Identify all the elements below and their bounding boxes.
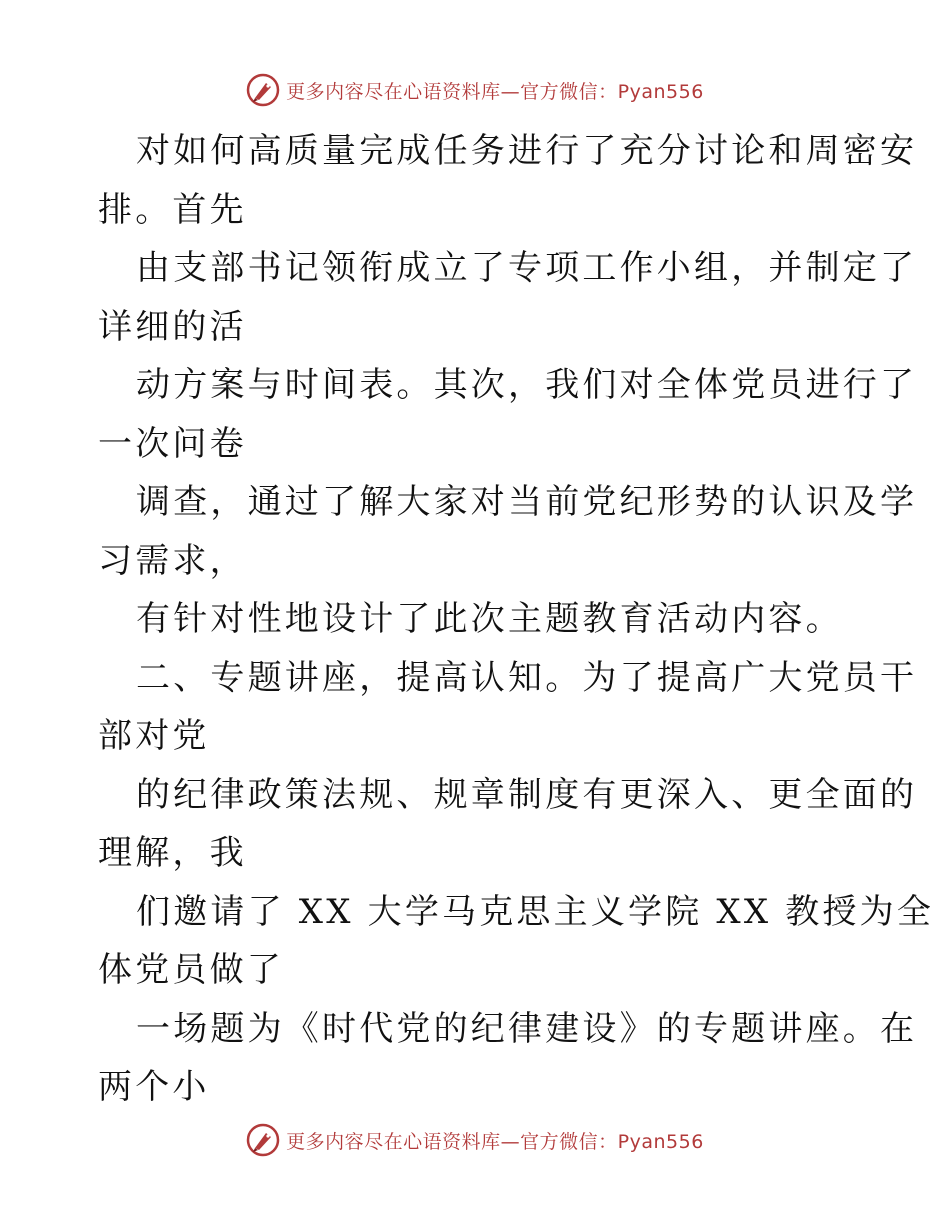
text-line: 习需求， [98, 540, 247, 581]
text-line: 对如何高质量完成任务进行了充分讨论和周密安 [136, 131, 918, 171]
footer-banner-text: 更多内容尽在心语资料库—官方微信：Pyan556 [286, 1130, 704, 1153]
header-banner-text: 更多内容尽在心语资料库—官方微信：Pyan556 [286, 80, 704, 103]
text-line: 调查，通过了解大家对当前党纪形势的认识及学 [136, 482, 918, 522]
text-line: 动方案与时间表。其次，我们对全体党员进行了 [136, 365, 918, 405]
text-line: 二、专题讲座，提高认知。为了提高广大党员干 [136, 657, 918, 698]
text-line: 有针对性地设计了此次主题教育活动内容。 [136, 599, 843, 639]
text-line: 体党员做了 [98, 950, 284, 990]
pen-nib-logo-icon [246, 1123, 280, 1157]
text-line: 详细的活 [98, 306, 247, 347]
pen-nib-logo-icon [246, 73, 280, 107]
text-line: 排。首先 [98, 189, 247, 230]
text-line: 们邀请了 XX 大学马克思主义学院 XX 教授为全 [136, 891, 935, 932]
text-line: 一次问卷 [98, 423, 247, 464]
text-line: 部对党 [98, 716, 210, 756]
text-line: 由支部书记领衔成立了专项工作小组，并制定了 [136, 248, 918, 288]
text-line: 的纪律政策法规、规章制度有更深入、更全面的 [136, 774, 918, 815]
text-line: 理解，我 [98, 833, 247, 873]
text-line: 两个小 [98, 1067, 210, 1107]
document-body [98, 122, 935, 1117]
footer-banner [0, 1120, 950, 1160]
header-banner [0, 70, 950, 110]
text-line: 一场题为《时代党的纪律建设》的专题讲座。在 [136, 1008, 918, 1049]
